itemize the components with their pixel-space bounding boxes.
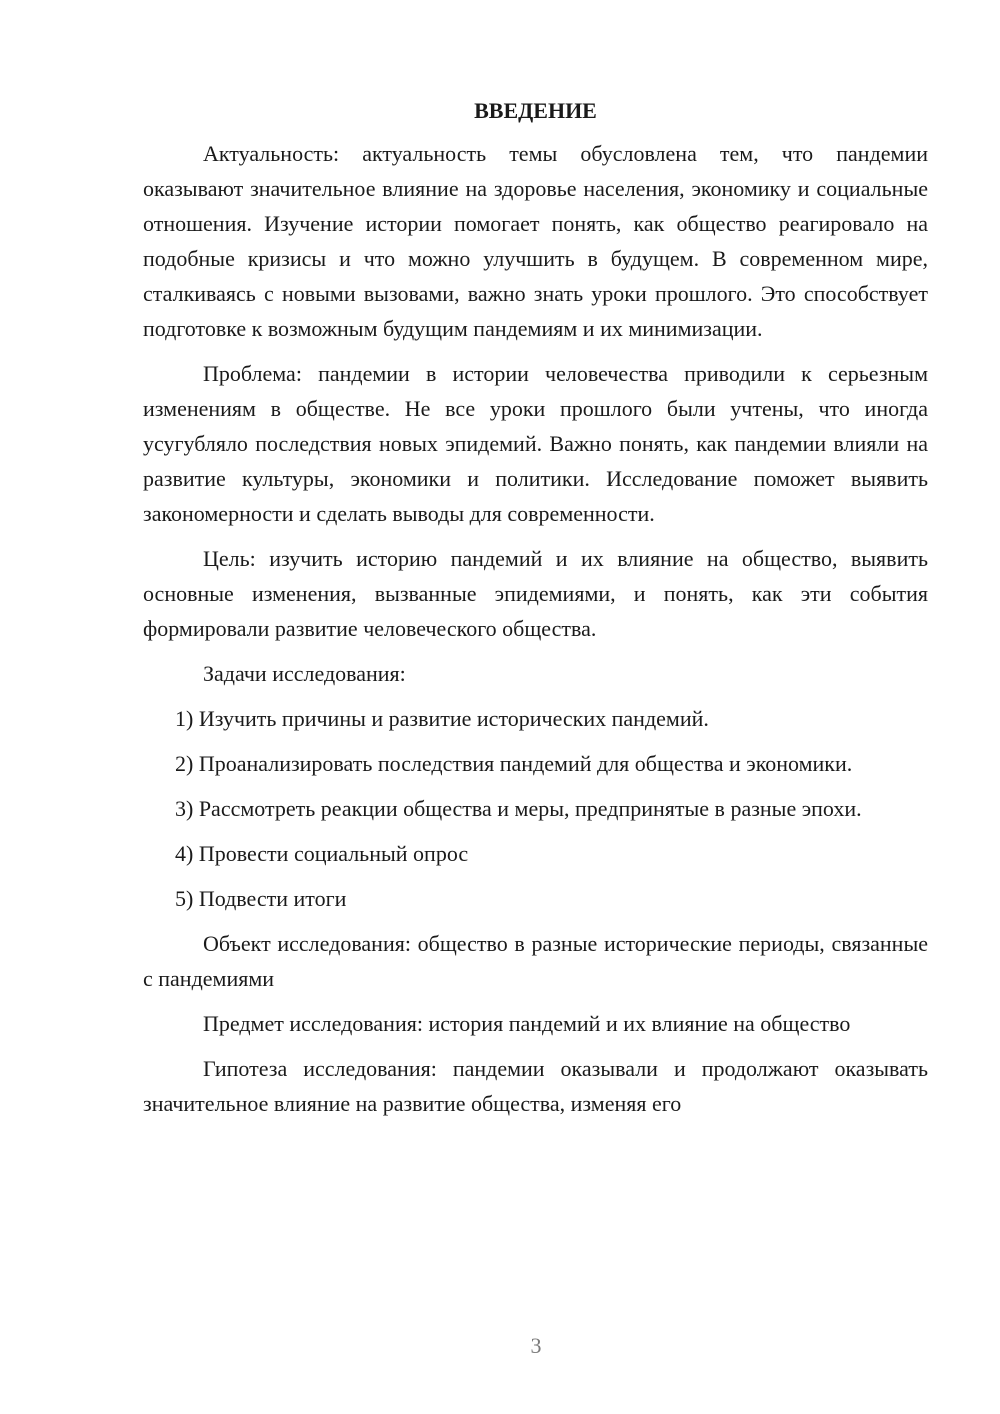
task-item-5: 5) Подвести итоги bbox=[175, 886, 347, 911]
section-heading: ВВЕДЕНИЕ bbox=[474, 98, 597, 123]
task-item-4: 4) Провести социальный опрос bbox=[175, 841, 469, 866]
object-paragraph: Объект исследования: общество в разные исторические периоды, связанные с пандемиями bbox=[143, 931, 928, 991]
hypothesis-paragraph: Гипотеза исследования: пандемии оказывали и продолжают оказывать значительное влияние на развитие общества, изменяя его bbox=[143, 1056, 928, 1116]
page-content bbox=[143, 96, 928, 1121]
relevance-paragraph: Актуальность: актуальность темы обусловлена тем, что пандемии оказывают значительное влияние на здоровье населения, экономику и социальные отношения. Изучение истории помогает понять, как общество реагировало на подобные кризисы и что можно улучшить в будущем. В современном мире, сталкиваясь с новыми вызовами, важно знать уроки прошлого. Это способствует подготовке к возможным будущим пандемиям и их минимизации. bbox=[143, 141, 928, 341]
subject-paragraph: Предмет исследования: история пандемий и их влияние на общество bbox=[203, 1011, 851, 1036]
task-item-2: 2) Проанализировать последствия пандемий для общества и экономики. bbox=[175, 751, 853, 776]
goal-paragraph: Цель: изучить историю пандемий и их влияние на общество, выявить основные изменения, вызванные эпидемиями, и понять, как эти события формировали развитие человеческого общества. bbox=[143, 546, 928, 641]
task-item-3: 3) Рассмотреть реакции общества и меры, предпринятые в разные эпохи. bbox=[175, 796, 862, 821]
problem-paragraph: Проблема: пандемии в истории человечества приводили к серьезным изменениям в обществе. Не все уроки прошлого были учтены, что иногда усугубляло последствия новых эпидемий. Важно понять, как пандемии влияли на развитие культуры, экономики и политики. Исследование поможет выявить закономерности и сделать выводы для современности. bbox=[143, 361, 928, 526]
tasks-heading: Задачи исследования: bbox=[203, 661, 406, 686]
page-number: 3 bbox=[530, 1333, 542, 1358]
task-item-1: 1) Изучить причины и развитие исторических пандемий. bbox=[175, 706, 709, 731]
